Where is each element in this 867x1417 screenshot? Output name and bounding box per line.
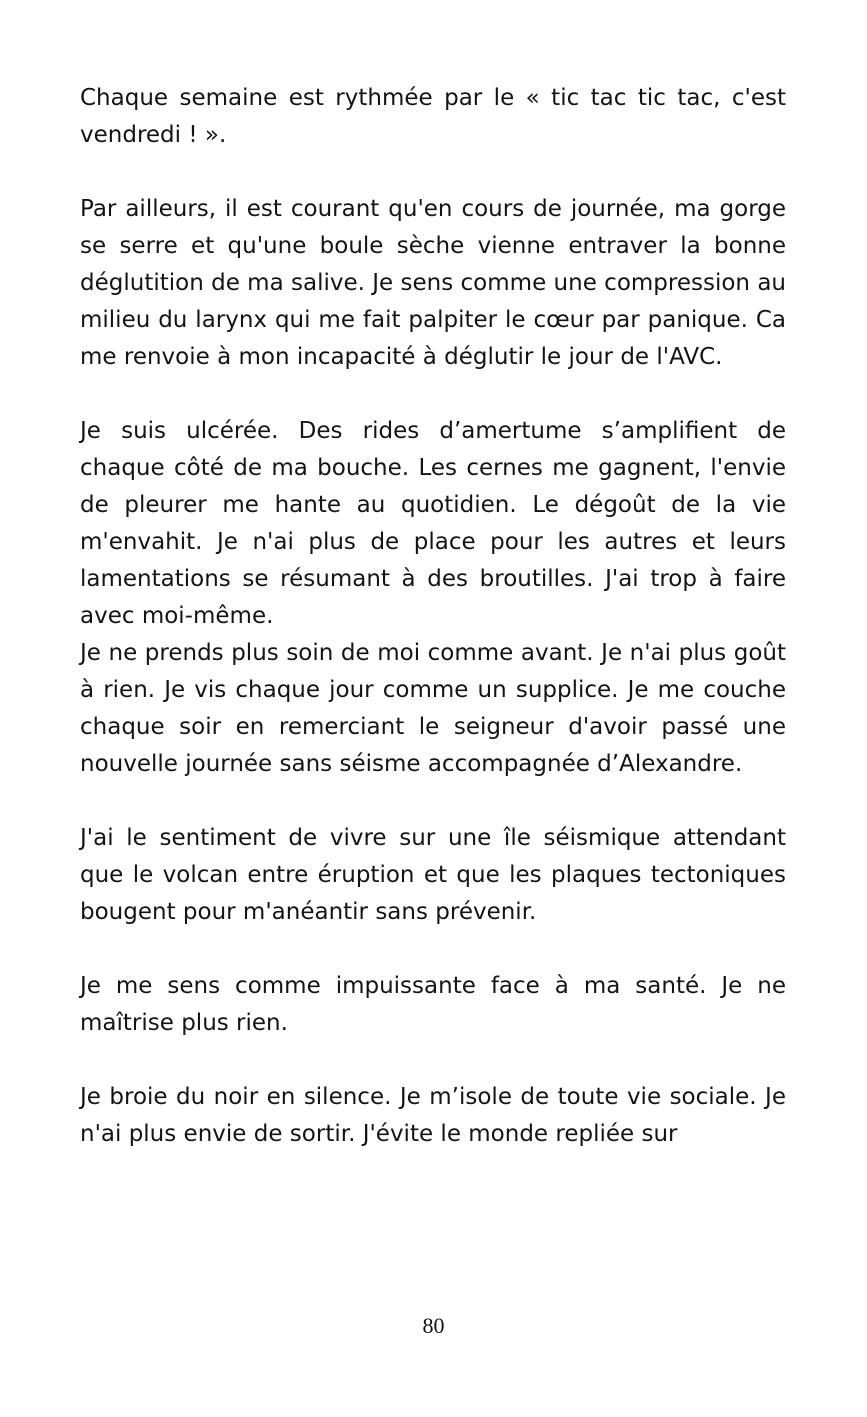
paragraph-2: Par ailleurs, il est courant qu'en cours de journée, ma gorge se serre et qu'une boule sèche vienne entraver la bonne déglutition de ma salive. Je sens comme une compression au milieu du larynx qui me fait palpiter le cœur par panique. Ca me renvoie à mon incapacité à déglutir le jour de l'AVC. [80,196,786,370]
body-text [80,80,786,1153]
paragraph-5: J'ai le sentiment de vivre sur une île séismique attendant que le volcan entre éruption et que les plaques tectoniques bougent pour m'anéantir sans prévenir. [80,825,786,925]
paragraph-1: Chaque semaine est rythmée par le « tic tac tic tac, c'est vendredi ! ». [80,85,786,148]
page-number: 80 [422,1313,445,1338]
paragraph-6: Je me sens comme impuissante face à ma santé. Je ne maîtrise plus rien. [80,973,786,1036]
paragraph-3: Je suis ulcérée. Des rides d’amertume s’amplifient de chaque côté de ma bouche. Les cernes me gagnent, l'envie de pleurer me hante au quotidien. Le dégoût de la vie m'envahit. Je n'ai plus de place pour les autres et leurs lamentations se résumant à des broutilles. J'ai trop à faire avec moi-même. [80,418,786,629]
paragraph-7: Je broie du noir en silence. Je m’isole de toute vie sociale. Je n'ai plus envie de sortir. J'évite le monde repliée sur [80,1084,786,1147]
paragraph-4: Je ne prends plus soin de moi comme avant. Je n'ai plus goût à rien. Je vis chaque jour comme un supplice. Je me couche chaque soir en remerciant le seigneur d'avoir passé une nouvelle journée sans séisme accompagnée d’Alexandre. [80,640,786,777]
